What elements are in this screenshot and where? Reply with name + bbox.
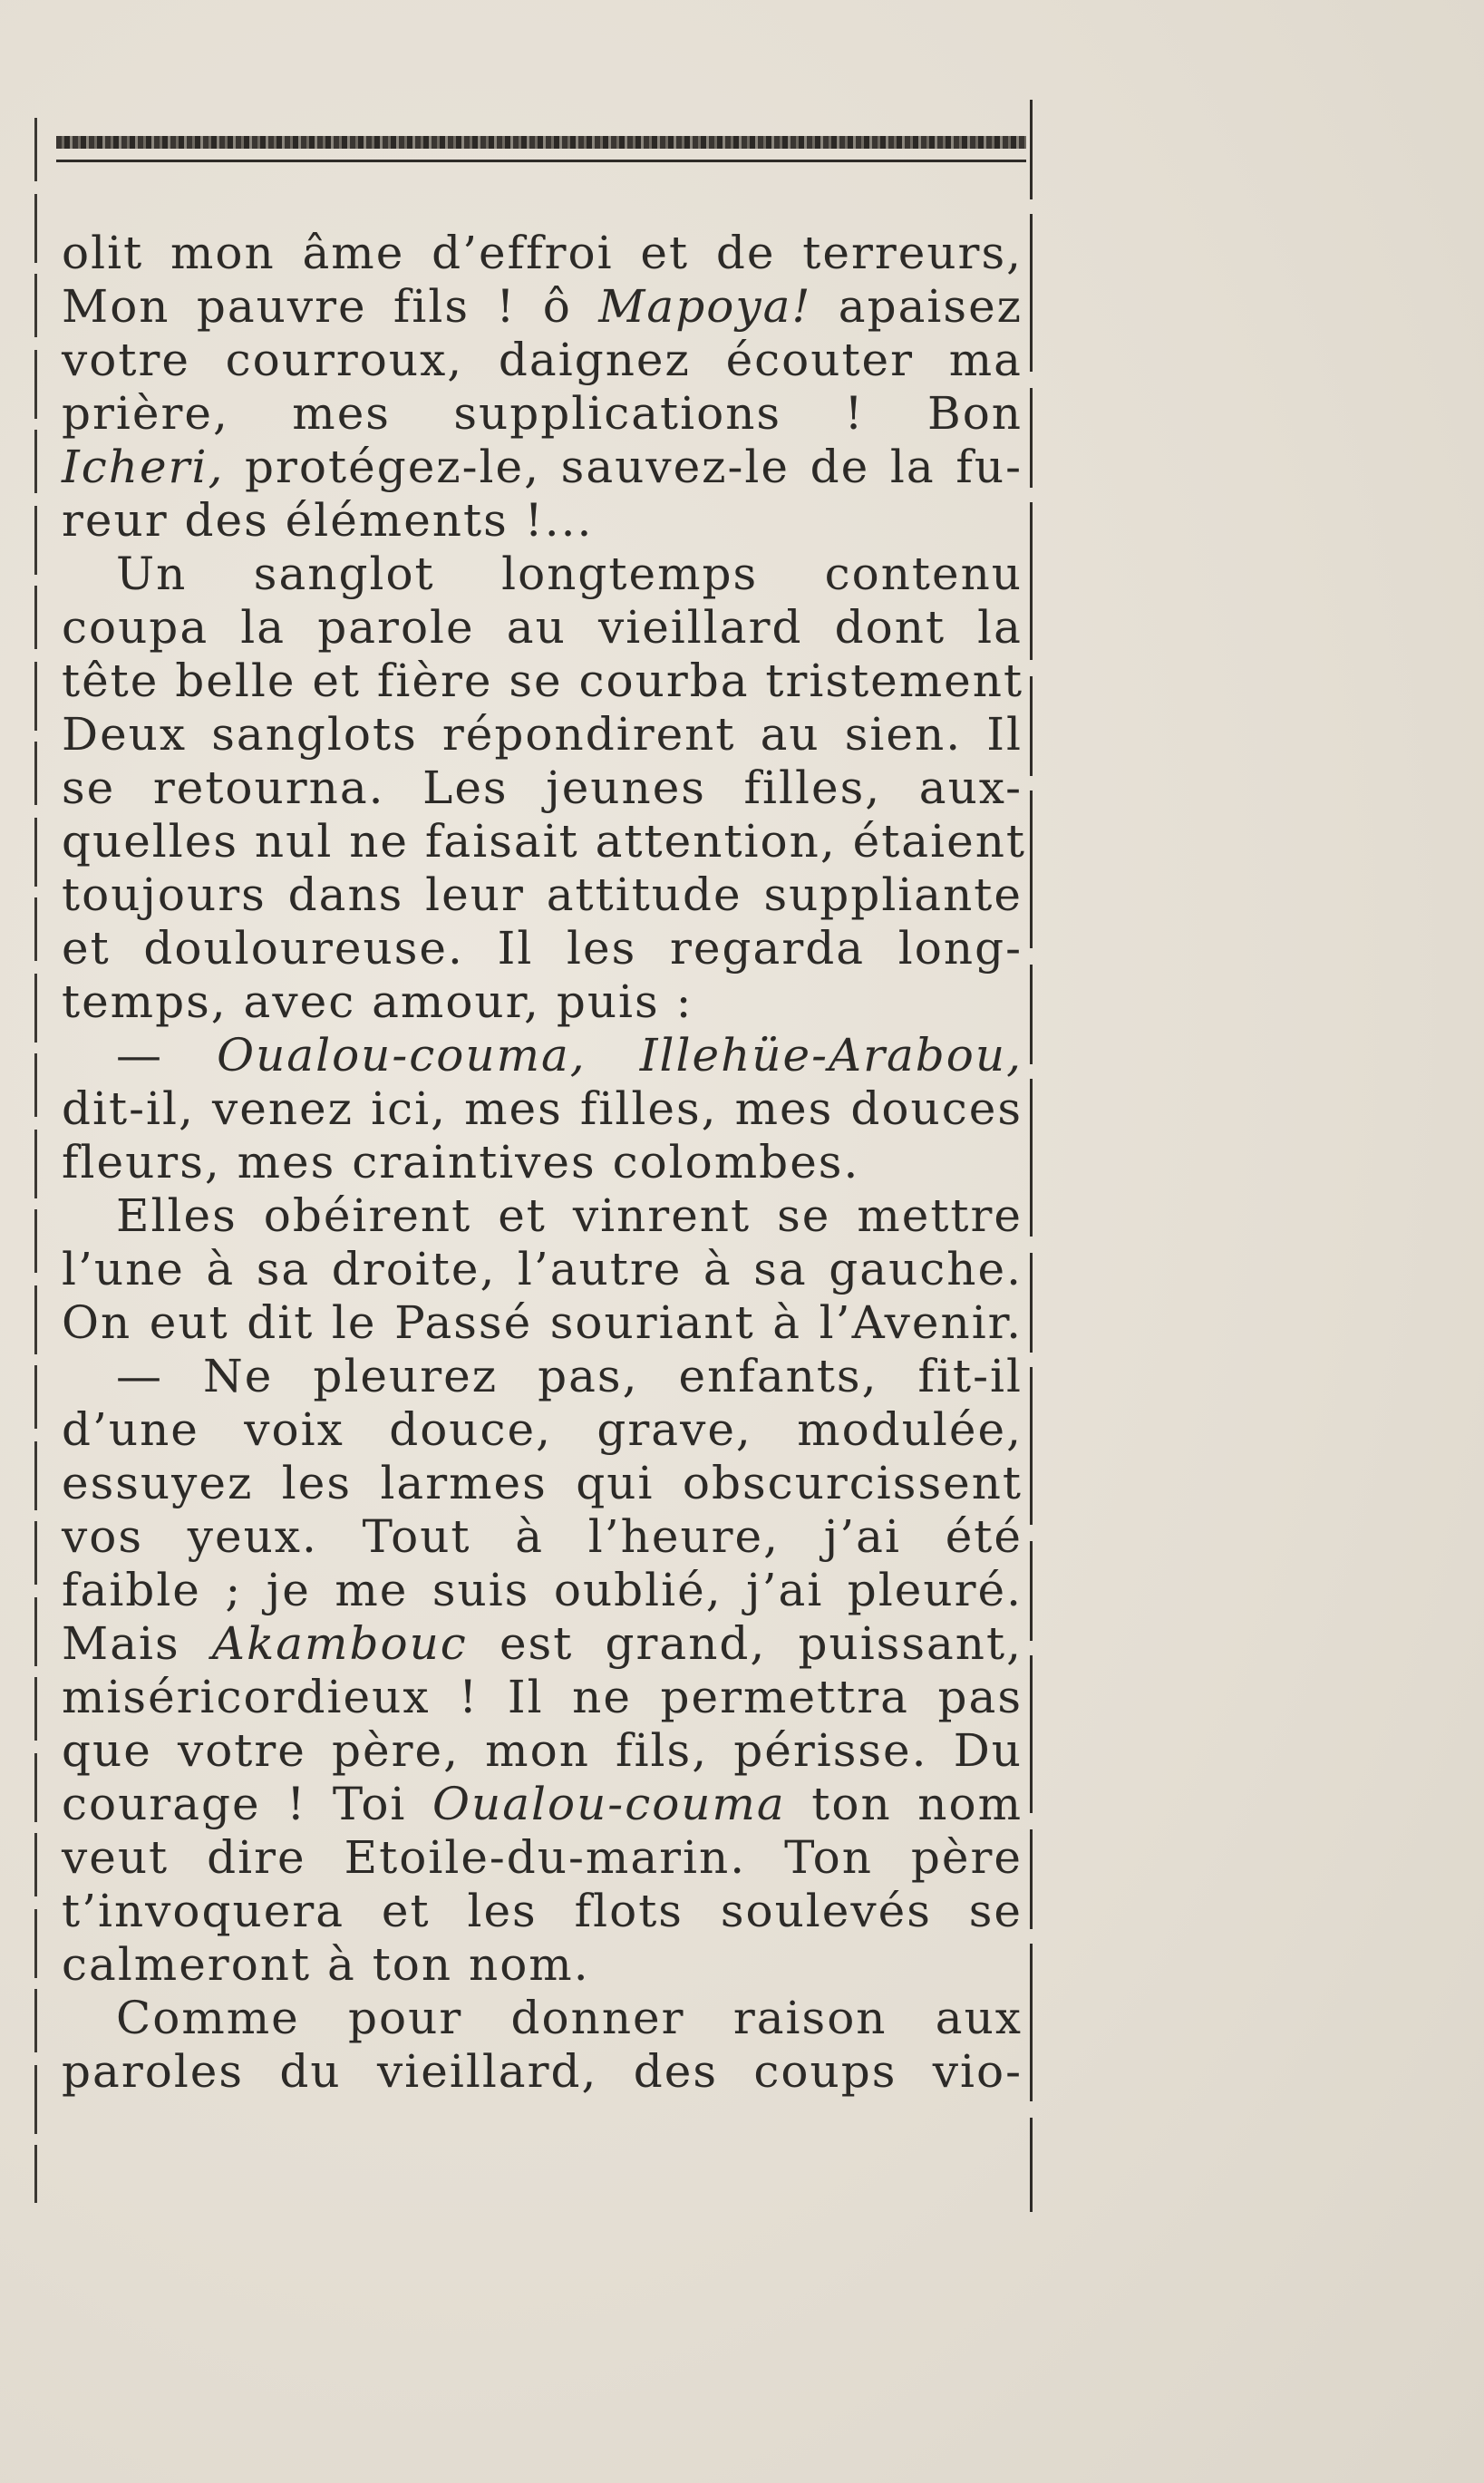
text-line: olit mon âme d’effroi et de terreurs, — [62, 227, 1023, 279]
text-line: essuyez les larmes qui obscurcissent — [62, 1457, 1023, 1509]
text-line: t’invoquera et les flots soulevés se — [62, 1885, 1023, 1937]
text-line: Elles obéirent et vinrent se mettre — [116, 1189, 1023, 1242]
text-line: se retourna. Les jeunes filles, aux- — [62, 761, 1023, 814]
text-line: tête belle et fière se courba tristement — [62, 655, 1024, 707]
text-line: faible ; je me suis oublié, j’ai pleuré. — [62, 1564, 1023, 1616]
text-line: que votre père, mon fils, périsse. Du — [62, 1724, 1023, 1777]
decorative-header-band — [56, 136, 1026, 149]
text-line: — Oualou-couma, Illehüe-Arabou, — [116, 1029, 1023, 1081]
newspaper-clipping — [34, 100, 1041, 2239]
text-line: fleurs, mes craintives colombes. — [62, 1136, 860, 1188]
header-rule — [56, 160, 1026, 162]
text-line: coupa la parole au vieillard dont la — [62, 601, 1023, 654]
article-text — [62, 227, 1026, 2099]
text-line: dit-il, venez ici, mes filles, mes douces — [62, 1082, 1023, 1135]
text-line: vos yeux. Tout à l’heure, j’ai été — [62, 1510, 1023, 1563]
text-line: calmeront à ton nom. — [62, 1938, 590, 1991]
text-line: On eut dit le Passé souriant à l’Avenir. — [62, 1296, 1023, 1349]
text-line: prière, mes supplications ! Bon — [62, 387, 1023, 440]
text-line: paroles du vieillard, des coups vio- — [62, 2045, 1023, 2098]
text-line: Mais Akambouc est grand, puissant, — [62, 1617, 1023, 1670]
left-column-rule — [34, 118, 37, 2203]
text-line: veut dire Etoile-du-marin. Ton père — [62, 1831, 1023, 1884]
text-line: courage ! Toi Oualou-couma ton nom — [62, 1778, 1023, 1830]
text-line: Deux sanglots répondirent au sien. Il — [62, 708, 1023, 761]
text-line: miséricordieux ! Il ne permettra pas — [62, 1671, 1023, 1723]
text-line: reur des éléments !... — [62, 494, 594, 547]
text-line: quelles nul ne faisait attention, étaient — [62, 815, 1026, 868]
text-line: Mon pauvre fils ! ô Mapoya! apaisez — [62, 280, 1023, 333]
text-line: l’une à sa droite, l’autre à sa gauche. — [62, 1243, 1023, 1295]
text-line: d’une voix douce, grave, modulée, — [62, 1403, 1023, 1456]
right-column-rule — [1030, 100, 1033, 2212]
text-line: et douloureuse. Il les regarda long- — [62, 922, 1023, 975]
text-line: — Ne pleurez pas, enfants, fit-il — [116, 1350, 1023, 1402]
text-line: votre courroux, daignez écouter ma — [62, 334, 1023, 386]
text-line: temps, avec amour, puis : — [62, 975, 694, 1028]
text-line: Un sanglot longtemps contenu — [116, 548, 1023, 600]
text-line: Icheri, protégez-le, sauvez-le de la fu- — [62, 441, 1023, 493]
text-line: Comme pour donner raison aux — [116, 1992, 1023, 2044]
text-line: toujours dans leur attitude suppliante — [62, 868, 1023, 921]
